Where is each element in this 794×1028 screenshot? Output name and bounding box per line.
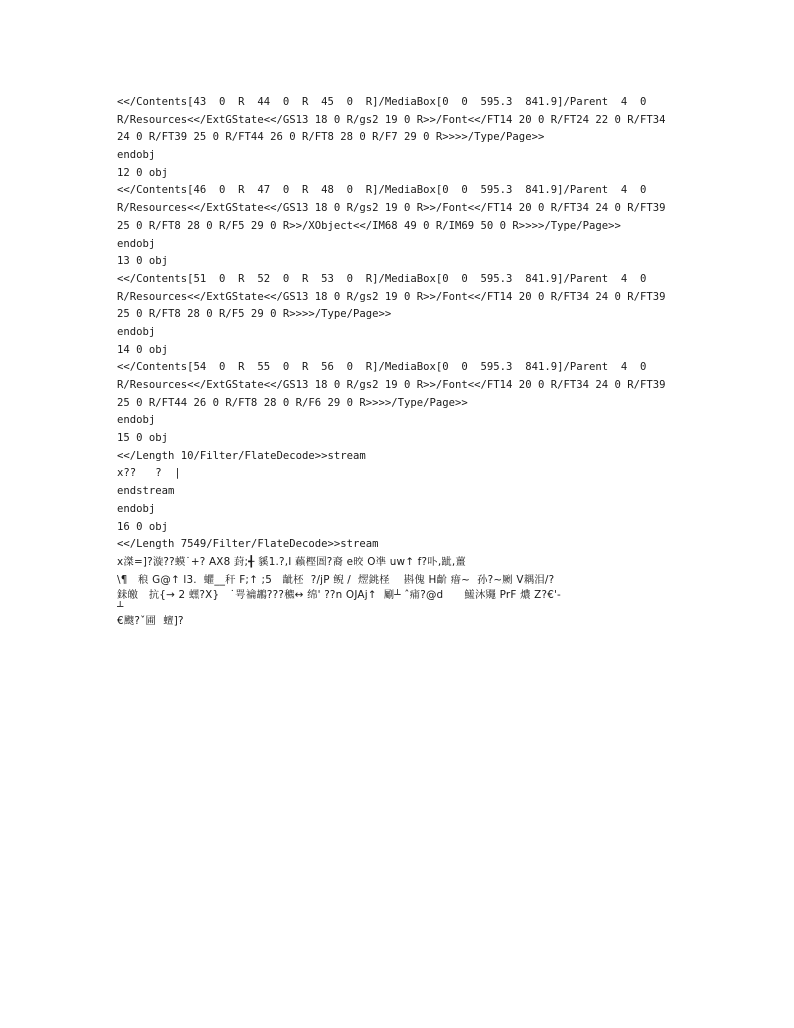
text-line: 25 0 R/FT44 26 0 R/FT8 28 0 R/F6 29 0 R>>>>/Type/Page>> (117, 396, 468, 409)
text-line: 13 0 obj (117, 255, 169, 268)
garbled-stream-line: ┴ (117, 601, 124, 614)
text-line: 16 0 obj (117, 520, 169, 533)
text-line: endobj (117, 414, 156, 427)
text-line: R/Resources<</ExtGState<</GS13 18 0 R/gs2 19 0 R>>/Font<</FT14 20 0 R/FT34 24 0 R/FT39 (117, 290, 666, 303)
text-line: <</Contents[43 0 R 44 0 R 45 0 R]/MediaBox[0 0 595.3 841.9]/Parent 4 0 (117, 96, 647, 108)
text-line: 24 0 R/FT39 25 0 R/FT44 26 0 R/FT8 28 0 R/F7 29 0 R>>>>/Type/Page>> (117, 131, 545, 144)
text-line: 12 0 obj (117, 166, 169, 179)
text-line: <</Contents[54 0 R 55 0 R 56 0 R]/MediaBox[0 0 595.3 841.9]/Parent 4 0 (117, 361, 647, 374)
text-line: R/Resources<</ExtGState<</GS13 18 0 R/gs2 19 0 R>>/Font<</FT14 20 0 R/FT24 22 0 R/FT34 (117, 113, 666, 126)
text-line: <</Length 7549/Filter/FlateDecode>>stream (117, 538, 379, 551)
text-line: endobj (117, 149, 156, 162)
text-line: endobj (117, 325, 156, 338)
text-line: <</Contents[46 0 R 47 0 R 48 0 R]/MediaBox[0 0 595.3 841.9]/Parent 4 0 (117, 184, 647, 197)
text-line: 14 0 obj (117, 343, 169, 356)
garbled-stream-line: \¶ 稂 G@↑ l3. 蠷__秆 F;↑ ;5 龇柸 ?/jP 鲵 / 熤銚柽 斟傀 H齘 瘄~ 孙?~劂 V耦泪/? (117, 573, 555, 586)
pdf-source-text (117, 94, 683, 631)
text-line: endobj (117, 502, 156, 515)
garbled-stream-line: 銇皦 抗{→ 2 蟔?X} ˙咢禴鶘???穮↔ 绵' ??n OJAj↑ 劚┴ ˆ痡?@d 鱃沐鼆 PrF 燶 Z?€'- (117, 589, 562, 602)
text-line: x?? ? | (117, 467, 181, 480)
text-line: R/Resources<</ExtGState<</GS13 18 0 R/gs2 19 0 R>>/Font<</FT14 20 0 R/FT34 24 0 R/FT39 (117, 379, 666, 391)
text-line: 25 0 R/FT8 28 0 R/F5 29 0 R>>>>/Type/Page>> (117, 308, 392, 321)
text-line: endstream (117, 485, 175, 498)
garbled-stream-line: x滐=]?漩??蟆˙+? AX8 葑;╉ 貕1.?,I 藾樫圄?裔 e晈 O凖 uw↑ f?卟,跐,薑 (117, 555, 467, 568)
text-line: <</Length 10/Filter/FlateDecode>>stream (117, 449, 366, 462)
text-line: 25 0 R/FT8 28 0 R/F5 29 0 R>>/XObject<</IM68 49 0 R/IM69 50 0 R>>>>/Type/Page>> (117, 219, 621, 232)
text-line: <</Contents[51 0 R 52 0 R 53 0 R]/MediaBox[0 0 595.3 841.9]/Parent 4 0 (117, 272, 647, 285)
text-line: 15 0 obj (117, 432, 169, 445)
text-line: endobj (117, 237, 156, 250)
text-line: R/Resources<</ExtGState<</GS13 18 0 R/gs2 19 0 R>>/Font<</FT14 20 0 R/FT34 24 0 R/FT39 (117, 202, 666, 215)
garbled-stream-line: €颼?ˇ圃 蟺]? (117, 615, 184, 628)
